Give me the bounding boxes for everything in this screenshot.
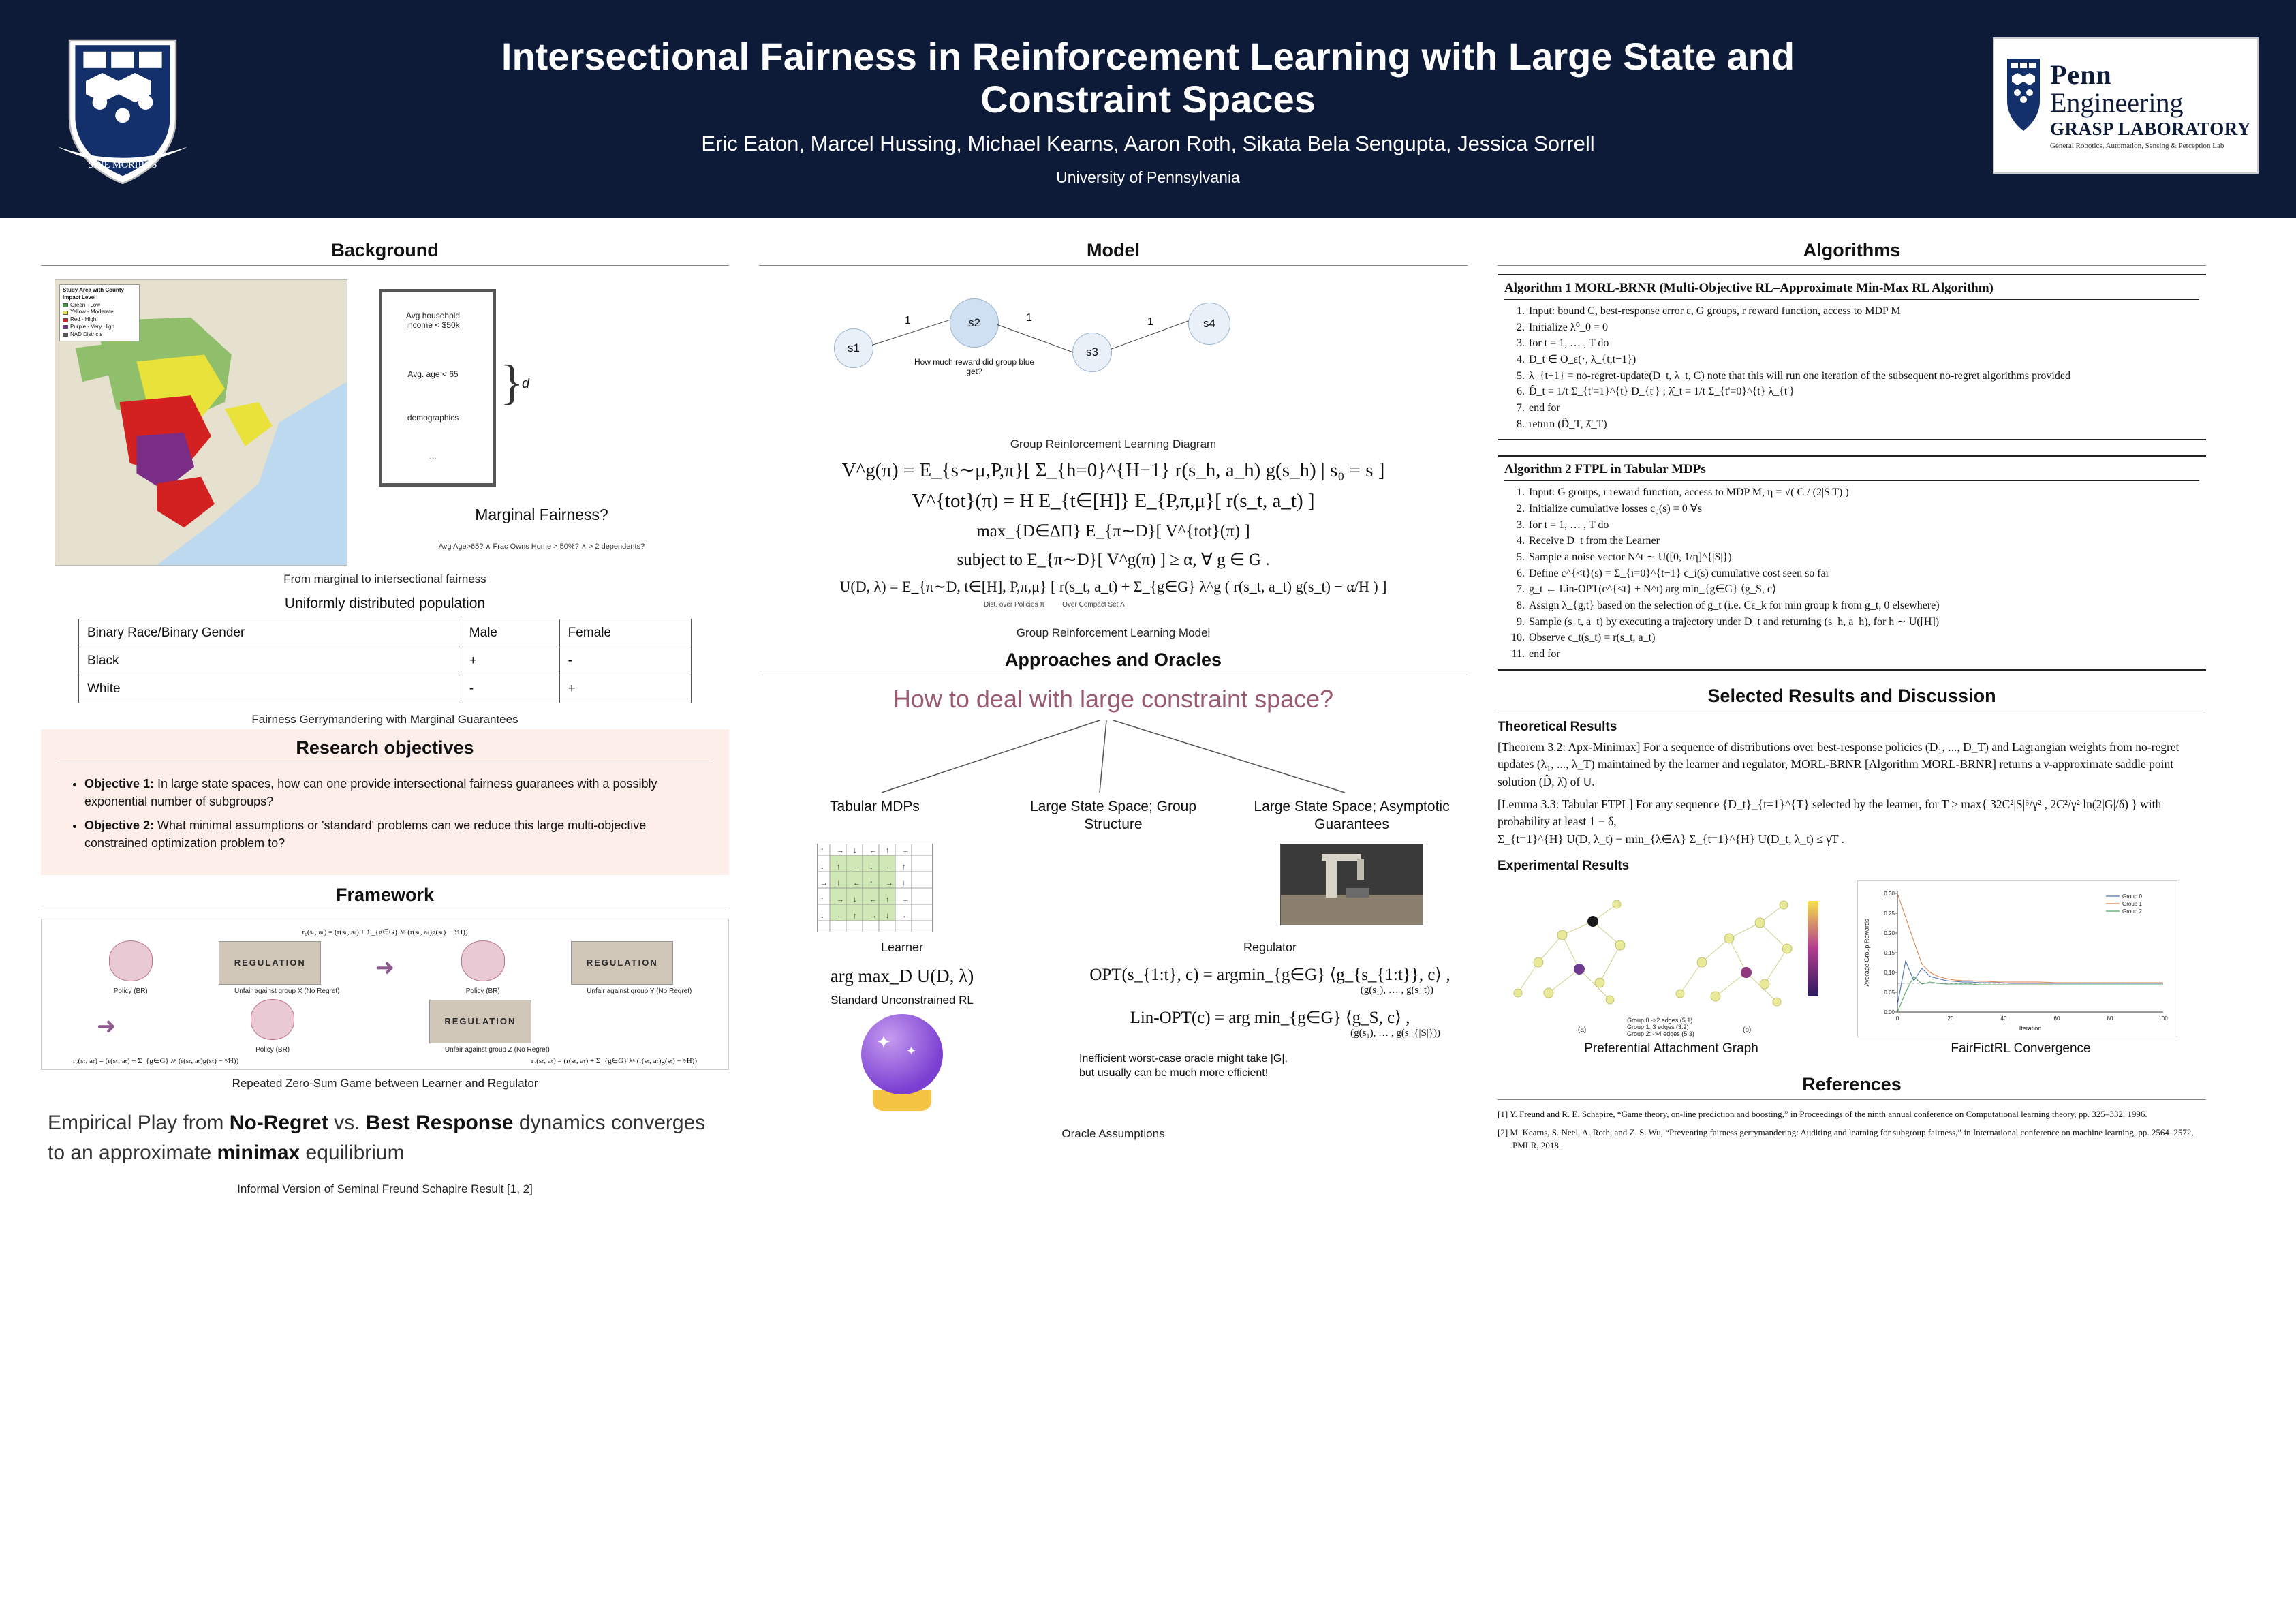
- legend-item: [63, 316, 136, 324]
- regulator-label: Regulator: [1243, 940, 1297, 954]
- map-legend-title: Study Area with County Impact Level: [63, 287, 124, 301]
- section-title-approaches: Approaches and Oracles: [1004, 649, 1222, 670]
- regulation-label: REGULATION: [586, 957, 658, 968]
- mdp-edge-label-1: 1: [905, 315, 911, 326]
- section-title-model: Model: [1087, 240, 1140, 260]
- equation-vg: V^g(π) = E_{s∼μ,P,π}[ Σ_{h=0}^{H−1} r(s_h, a_h) g(s_h) | s₀ = s ]: [841, 459, 1385, 481]
- svg-text:↑: ↑: [853, 911, 857, 920]
- algo-step: 2. Initialize λ⁰_0 = 0: [1527, 320, 2199, 336]
- algorithm-1-steps: [1504, 303, 2199, 432]
- mdp-node-s4: s4: [1188, 303, 1230, 345]
- algo-step: 3. for t = 1, … , T do: [1527, 335, 2199, 352]
- framework-label: Policy (BR): [113, 987, 148, 996]
- svg-text:↓: ↓: [853, 895, 857, 904]
- algo-step: 10. Observe c_t(s_t) = r(s_t, a_t): [1527, 630, 2199, 646]
- penn-engineering-logo: [1993, 37, 2259, 174]
- convergence-chart: [1857, 880, 2177, 1037]
- section-title-framework: Framework: [335, 885, 435, 906]
- svg-text:0.15: 0.15: [1884, 950, 1895, 957]
- objective-2-label: Objective 2:: [84, 818, 155, 833]
- framework-row-2: [52, 999, 717, 1054]
- divider: [41, 265, 729, 266]
- section-title-results: Selected Results and Discussion: [1707, 685, 1996, 706]
- framework-cell-regulation-3: [429, 1000, 565, 1054]
- table-row: [79, 647, 692, 675]
- figure-caption-convergence: FairFictRL Convergence: [1951, 1041, 2091, 1056]
- svg-text:40: 40: [2000, 1015, 2007, 1022]
- equation-note-lambda: Over Compact Set Λ: [1062, 601, 1125, 609]
- mdp-edge-s2-s3: [997, 324, 1073, 352]
- poster-body: [0, 218, 2296, 1199]
- opt-equation: OPT(s_{1:t}, c) = argmin_{g∈G} ⟨g_{s_{1:t}}, c⟩ ,: [1089, 965, 1450, 984]
- svg-text:0.00: 0.00: [1884, 1009, 1895, 1016]
- framework-figure: [41, 919, 729, 1070]
- model-caption: Group Reinforcement Learning Model: [1016, 626, 1211, 639]
- table-caption: Uniformly distributed population: [284, 596, 486, 611]
- legend-label: Red - High: [70, 316, 97, 323]
- col-header-male: Male: [461, 619, 559, 647]
- algo-step: 6. D̂_t = 1/t Σ_{t'=1}^{t} D_{t'} ; λ̂_t = 1/t Σ_{t'=0}^{t} λ_{t'}: [1527, 384, 2199, 400]
- regulation-label: REGULATION: [234, 957, 306, 968]
- framework-eq-left: r₂(sₜ, aₜ) = (r(sₜ, aₜ) + Σ_{g∈G} λᵍ (r(sₜ, aₜ)g(sₜ) − ᵅ⁄H)): [73, 1057, 239, 1066]
- svg-text:Iteration: Iteration: [2019, 1025, 2042, 1032]
- svg-text:←: ←: [853, 878, 860, 887]
- svg-text:↑: ↑: [837, 862, 841, 871]
- algorithm-1-block: [1498, 274, 2206, 440]
- svg-text:Group 2: Group 2: [2122, 908, 2142, 915]
- svg-text:←: ←: [886, 862, 893, 871]
- algo-step: 8. Assign λ_{g,t} based on the selection of g_t (i.e. Cε_k for min group k from g_t, 0 elsewhere): [1527, 598, 2199, 614]
- svg-text:20: 20: [1947, 1015, 1954, 1022]
- branch-label: Tabular MDPs: [830, 799, 920, 814]
- cell-female: +: [559, 675, 691, 703]
- algorithm-2-steps: [1504, 485, 2199, 662]
- cell-female: -: [559, 647, 691, 675]
- lemma-text: [Lemma 3.3: Tabular FTPL] For any sequence {D_t}_{t=1}^{T} selected by the learner, for T ≥ max{ 32C²|S|⁶/γ² , 2C²/γ² ln(2|G|/δ) } with probability at least 1 − δ,: [1498, 797, 2162, 829]
- brain-icon: [109, 940, 153, 981]
- branch-connector: [759, 716, 1468, 798]
- mdp-node-s3: s3: [1072, 333, 1112, 372]
- svg-text:↓: ↓: [820, 911, 824, 920]
- algo-step: 4. Receive D_t from the Learner: [1527, 533, 2199, 549]
- svg-text:0.30: 0.30: [1884, 891, 1895, 898]
- county-impact-map: [55, 279, 347, 566]
- legend-label: Green - Low: [70, 301, 101, 308]
- figures-row: [1498, 880, 2206, 1056]
- cell-male: -: [461, 675, 559, 703]
- svg-text:80: 80: [2107, 1015, 2113, 1022]
- list-item: [84, 776, 713, 810]
- author-list: Eric Eaton, Marcel Hussing, Michael Kearns, Aaron Roth, Sikata Bela Sengupta, Jessica Sorrell: [701, 132, 1595, 156]
- svg-text:0.05: 0.05: [1884, 990, 1895, 996]
- oracle-note: Inefficient worst-case oracle might take |G|, but usually can be much more efficient!: [1079, 1052, 1288, 1079]
- section-title-research-objectives: Research objectives: [296, 737, 474, 758]
- closing-bold-1: No-Regret: [229, 1112, 328, 1135]
- svg-text:0.25: 0.25: [1884, 910, 1895, 917]
- bracket-item-ellipsis: ...: [429, 451, 437, 461]
- svg-text:↑: ↑: [902, 862, 906, 871]
- algo-step: 3. for t = 1, … , T do: [1527, 517, 2199, 534]
- table-footer-caption: Fairness Gerrymandering with Marginal Guarantees: [251, 713, 518, 726]
- learner-subcaption: Standard Unconstrained RL: [831, 993, 974, 1007]
- svg-text:→: →: [902, 895, 910, 904]
- algo-step: 11. end for: [1527, 646, 2199, 662]
- svg-text:Group 1: 3 edges (3.2): Group 1: 3 edges (3.2): [1627, 1024, 1689, 1031]
- divider: [1498, 1099, 2206, 1100]
- cell-race: Black: [79, 647, 461, 675]
- branch-label: Large State Space; Asymptotic Guarantees: [1254, 799, 1450, 833]
- svg-text:→: →: [869, 911, 877, 920]
- algo-step: 7. end for: [1527, 400, 2199, 416]
- svg-text:0.10: 0.10: [1884, 970, 1895, 977]
- svg-text:Group 1: Group 1: [2122, 901, 2142, 908]
- reference-item: [2] M. Kearns, S. Neel, A. Roth, and Z. S. Wu, “Preventing fairness gerrymandering: Auditing and learning for subgroup fairness,” in International conference on machine learning, pp. 2564–2572, PMLR, 2018.: [1498, 1127, 2194, 1150]
- map-caption: From marginal to intersectional fairness: [283, 572, 486, 585]
- algo-step: 8. return (D̂_T, λ̂_T): [1527, 416, 2199, 433]
- table-row: [79, 675, 692, 703]
- cell-male: +: [461, 647, 559, 675]
- framework-eq-right: r₃(sₜ, aₜ) = (r(sₜ, aₜ) + Σ_{g∈G} λᵍ (r(sₜ, aₜ)g(sₜ) − ᵅ⁄H)): [531, 1057, 697, 1066]
- svg-text:→: →: [902, 846, 910, 855]
- algo-step: 9. Sample (s_t, a_t) by executing a trajectory under D_t and returning (s_h, a_h), for h ∼ U([H]): [1527, 614, 2199, 630]
- algo-step: 7. g_t ← Lin-OPT(c^{<t} + N^t) arg min_{g∈G} ⟨g_S, c⟩: [1527, 581, 2199, 598]
- linopt-equation: Lin-OPT(c) = arg min_{g∈G} ⟨g_S, c⟩ ,: [1130, 1008, 1410, 1027]
- lemma-equation: Σ_{t=1}^{H} U(D, λ_t) − min_{λ∈Λ} Σ_{t=1}^{H} U(D_t, λ_t) ≤ γT .: [1498, 831, 1845, 846]
- reference-item: [1] Y. Freund and R. E. Schapire, “Game theory, on-line prediction and boosting,” in Proceedings of the ninth annual conference on Computational learning theory, pp. 325–332, 1996.: [1498, 1109, 2147, 1120]
- brain-icon: [251, 999, 294, 1040]
- col-header-group: Binary Race/Binary Gender: [79, 619, 461, 647]
- framework-label: Policy (BR): [255, 1046, 290, 1054]
- framework-cell-regulation-2: [571, 941, 707, 995]
- svg-text:↓: ↓: [820, 862, 824, 871]
- cell-race: White: [79, 675, 461, 703]
- closing-bold-3: minimax: [217, 1141, 300, 1164]
- algorithm-2-title: Algorithm 2 FTPL in Tabular MDPs: [1504, 462, 2199, 481]
- svg-text:→: →: [837, 895, 844, 904]
- svg-text:SINE MORIBUS: SINE MORIBUS: [88, 159, 157, 171]
- bracket-right: [481, 289, 496, 487]
- regulation-image: [219, 941, 321, 985]
- theorem-text: [Theorem 3.2: Apx-Minimax] For a sequence of distributions over best-response policies (D₁, ..., D_T) and Lagrangian weights from no-regret updates (λ₁, ..., λ_T) maintained by the learner and regulator, MORL-BRNR [Algorithm MORL-BRNR] returns a ν-approximate saddle point solution (D̂, λ̂) of U.: [1498, 739, 2179, 788]
- objective-1-label: Objective 1:: [84, 777, 155, 791]
- opt-equation-sub: (g(s₁), … , g(s_t)): [1360, 984, 1433, 996]
- fairness-table: [78, 619, 692, 703]
- table-header-row: [79, 619, 692, 647]
- svg-text:←: ←: [902, 911, 910, 920]
- penn-crest-logo: [37, 20, 208, 191]
- svg-text:→: →: [820, 878, 828, 887]
- svg-text:↓: ↓: [869, 862, 873, 871]
- title-block: [433, 35, 1863, 187]
- algo-step: 5. Sample a noise vector N^t ∼ U([0, 1/η]^{|S|}): [1527, 549, 2199, 566]
- framework-eq-top: r₁(sₜ, aₜ) = (r(sₜ, aₜ) + Σ_{g∈G} λᵍ (r(sₜ, aₜ)g(sₜ) − ᵅ⁄H)): [302, 928, 468, 937]
- branch-large-state-asymptotic: [1243, 798, 1461, 834]
- approaches-question: How to deal with large constraint space?: [893, 685, 1334, 713]
- learner-equation: arg max_D U(D, λ): [830, 965, 974, 986]
- mdp-edge-label-3: 1: [1147, 316, 1153, 328]
- approach-branches: [759, 798, 1468, 834]
- closing-caption: Informal Version of Seminal Freund Schapire Result [1, 2]: [237, 1182, 533, 1196]
- svg-text:Average Group Rewards: Average Group Rewards: [1863, 919, 1870, 987]
- svg-text:→: →: [886, 878, 893, 887]
- mdp-diagram: [759, 274, 1468, 431]
- mdp-caption: Group Reinforcement Learning Diagram: [1010, 438, 1217, 450]
- mdp-edge-label-2: 1: [1026, 312, 1032, 324]
- svg-text:0.20: 0.20: [1884, 930, 1895, 937]
- penn-shield-icon: [2000, 55, 2047, 157]
- framework-label: Unfair against group Z (No Regret): [444, 1045, 550, 1054]
- svg-text:(a): (a): [1578, 1026, 1587, 1035]
- preferential-attachment-graph: [1498, 880, 1838, 1037]
- map-legend: [59, 284, 140, 341]
- penn-logo-line3: GRASP LABORATORY: [2050, 119, 2251, 139]
- closing-part-4: equilibrium: [300, 1141, 405, 1164]
- feature-bracket-figure: [367, 289, 550, 493]
- svg-text:→: →: [837, 846, 844, 855]
- robot-photo: [1280, 844, 1423, 925]
- oracle-caption: Oracle Assumptions: [1061, 1127, 1165, 1140]
- svg-text:↓: ↓: [902, 878, 906, 887]
- column-left: [41, 230, 729, 1199]
- objectives-list: [57, 776, 713, 852]
- mdp-node-s1: s1: [834, 328, 873, 368]
- svg-text:↓: ↓: [886, 911, 890, 920]
- equation-vtot: V^{tot}(π) = H E_{t∈[H]} E_{P,π,μ}[ r(s_t, a_t) ]: [912, 490, 1315, 512]
- references-list: [1498, 1108, 2206, 1152]
- bracket-item-age: Avg. age < 65: [407, 369, 459, 379]
- mdp-annotation: How much reward did group blue get?: [914, 357, 1035, 376]
- research-objectives-panel: [41, 729, 729, 875]
- closing-part-2: vs.: [328, 1112, 366, 1135]
- svg-text:↑: ↑: [886, 846, 890, 855]
- equation-note-policies: Dist. over Policies π: [984, 601, 1045, 609]
- curly-brace-icon: }: [500, 355, 524, 410]
- svg-text:←: ←: [837, 911, 844, 920]
- column-middle: [759, 230, 1468, 1199]
- map-figure: [41, 274, 729, 566]
- framework-caption: Repeated Zero-Sum Game between Learner and Regulator: [232, 1077, 538, 1090]
- svg-text:↓: ↓: [837, 878, 841, 887]
- algo-step: 1. Input: G groups, r reward function, access to MDP M, η = √( C / (2|S|T) ): [1527, 485, 2199, 501]
- svg-text:↑: ↑: [869, 878, 873, 887]
- algorithm-1-title: Algorithm 1 MORL-BRNR (Multi-Objective RL–Approximate Min-Max RL Algorithm): [1504, 281, 2199, 300]
- learner-label: Learner: [880, 940, 924, 954]
- list-item: [84, 817, 713, 852]
- experimental-results-heading: Experimental Results: [1498, 859, 1630, 874]
- mdp-node-s2: s2: [950, 298, 999, 348]
- legend-item: [63, 331, 136, 339]
- gridworld-image: [817, 844, 933, 932]
- column-right: [1498, 230, 2206, 1199]
- svg-text:←: ←: [869, 895, 877, 904]
- framework-label: Policy (BR): [465, 987, 500, 996]
- regulation-label: REGULATION: [444, 1016, 516, 1027]
- objective-1-text: In large state spaces, how can one provide intersectional fairness guaranees with a possibly exponential number of subgroups?: [84, 777, 657, 808]
- arrow-right-icon: ➜: [375, 955, 395, 981]
- legend-label: NAD Districts: [70, 331, 103, 337]
- regulation-image: [571, 941, 673, 985]
- brain-icon: [461, 940, 505, 981]
- svg-text:→: →: [853, 862, 860, 871]
- affiliation: University of Pennsylvania: [1056, 168, 1240, 187]
- theoretical-results-heading: Theoretical Results: [1498, 719, 1617, 734]
- divider: [1498, 265, 2206, 266]
- equation-max: max_{D∈ΔΠ} E_{π∼D}[ V^{tot}(π) ]: [976, 522, 1250, 540]
- section-title-references: References: [1802, 1074, 1902, 1095]
- algo-step: 2. Initialize cumulative losses c₀(s) = 0 ∀s: [1527, 501, 2199, 517]
- legend-label: Yellow - Moderate: [70, 309, 114, 316]
- marginal-fairness-label: Marginal Fairness?: [475, 506, 608, 523]
- figure-caption-graph: Preferential Attachment Graph: [1584, 1041, 1758, 1056]
- svg-text:←: ←: [869, 846, 877, 855]
- framework-cell-policy-br-1: [63, 940, 199, 995]
- section-title-background: Background: [331, 240, 439, 260]
- svg-text:0: 0: [1895, 1015, 1899, 1022]
- svg-text:Group 0: Group 0: [2122, 893, 2142, 900]
- legend-item: [63, 324, 136, 331]
- penn-logo-line4: General Robotics, Automation, Sensing & Perception Lab: [2050, 142, 2224, 150]
- arrow-right-icon: ➜: [96, 1013, 117, 1040]
- legend-label: Purple - Very High: [70, 323, 114, 330]
- algo-step: 4. D_t ∈ O_ε(·, λ_{t,t−1}): [1527, 352, 2199, 368]
- col-header-female: Female: [559, 619, 691, 647]
- poster-header: [0, 0, 2296, 218]
- svg-text:↑: ↑: [820, 846, 824, 855]
- bracket-item-income: Avg household income < $50k: [405, 311, 461, 330]
- penn-logo-line2: Engineering: [2050, 87, 2184, 118]
- conjunction-note: Avg Age>65? ∧ Frac Owns Home > 50%? ∧ > 2 dependents?: [438, 542, 645, 551]
- closing-bold-2: Best Response: [365, 1112, 514, 1135]
- section-title-algorithms: Algorithms: [1803, 240, 1901, 260]
- page-title: Intersectional Fairness in Reinforcement Learning with Large State and Constraint Spaces: [501, 34, 1795, 121]
- mdp-edge-s1-s2: [872, 320, 950, 346]
- closing-statement: [48, 1108, 722, 1167]
- closing-part-3: dynamics converges to an approximate: [48, 1112, 706, 1164]
- algo-step: 6. Define c^{<t}(s) = Σ_{i=0}^{t−1} c_i(s) cumulative cost seen so far: [1527, 566, 2199, 582]
- branch-tabular-mdps: [766, 798, 984, 834]
- divider: [759, 265, 1468, 266]
- linopt-equation-sub: (g(s₁), … , g(s_{|S|})): [1350, 1027, 1440, 1039]
- algo-step: 5. λ_{t+1} = no-regret-update(D_t, λ_t, C) note that this will run one iteration of the subsequent no-regret algorithms provided: [1527, 368, 2199, 384]
- equation-subject-to: subject to E_{π∼D}[ V^g(π) ] ≥ α, ∀ g ∈ G .: [957, 551, 1270, 569]
- framework-row-1: [52, 940, 717, 995]
- equation-u: U(D, λ) = E_{π∼D, t∈[H], P,π,μ} [ r(s_t, a_t) + Σ_{g∈G} λ^g ( r(s_t, a_t) g(s_t) − α/H ) ]: [839, 578, 1387, 595]
- framework-label: Unfair against group X (No Regret): [234, 987, 340, 995]
- algo-step: 1. Input: bound C, best-response error ε, G groups, r reward function, access to MDP M: [1527, 303, 2199, 320]
- bracket-item-demographics: demographics: [407, 413, 459, 423]
- objective-2-text: What minimal assumptions or 'standard' problems can we reduce this large multi-objective constrained optimization problem to?: [84, 818, 647, 850]
- svg-text:Group 0 ->2 edges (5.1): Group 0 ->2 edges (5.1): [1627, 1017, 1693, 1024]
- svg-text:↑: ↑: [820, 895, 824, 904]
- branch-large-state-group: [1004, 798, 1222, 834]
- framework-cell-policy-br-2: [415, 940, 551, 995]
- regulation-image: [429, 1000, 531, 1043]
- crystal-ball-icon: ✦ ✦: [861, 1014, 943, 1094]
- framework-cell-policy-br-3: [204, 999, 341, 1054]
- legend-item: [63, 302, 136, 309]
- penn-logo-line1: Penn: [2050, 59, 2112, 90]
- svg-text:100: 100: [2158, 1015, 2168, 1022]
- legend-item: [63, 309, 136, 316]
- algorithm-2-block: [1498, 455, 2206, 670]
- closing-part-1: Empirical Play from: [48, 1112, 230, 1135]
- svg-text:(b): (b): [1743, 1026, 1752, 1035]
- framework-cell-regulation-1: [219, 941, 355, 995]
- svg-text:↑: ↑: [886, 895, 890, 904]
- branch-label: Large State Space; Group Structure: [1030, 799, 1196, 833]
- svg-text:Group 2: ->4 edges (5.3): Group 2: ->4 edges (5.3): [1627, 1030, 1694, 1038]
- bracket-dimension-label: d: [522, 376, 530, 391]
- framework-label: Unfair against group Y (No Regret): [587, 987, 692, 995]
- svg-text:↓: ↓: [853, 846, 857, 855]
- svg-text:60: 60: [2053, 1015, 2060, 1022]
